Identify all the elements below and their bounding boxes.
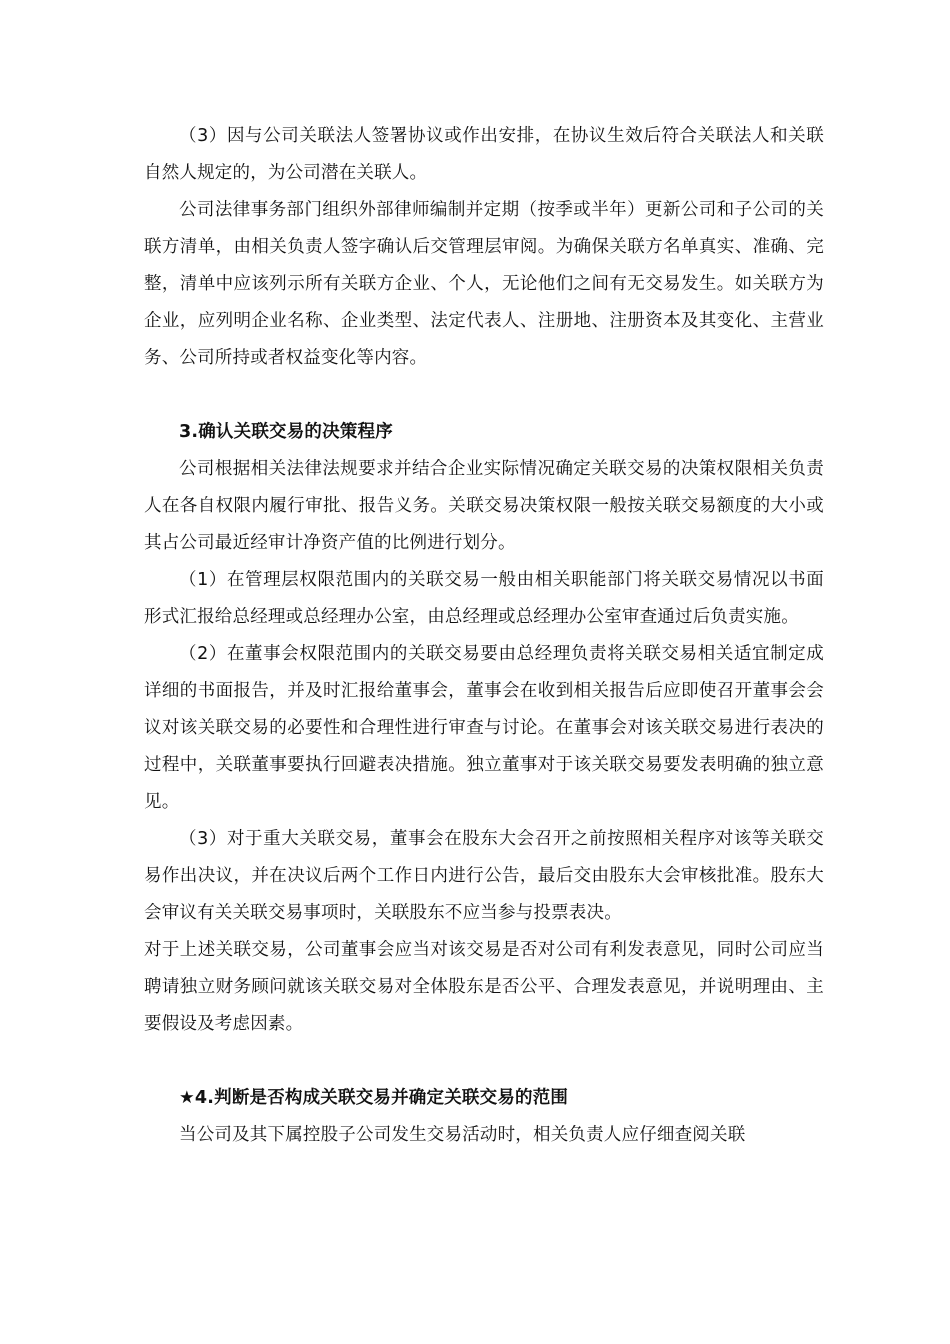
section-4-intro: 当公司及其下属控股子公司发生交易活动时，相关负责人应仔细查阅关联 xyxy=(179,1125,746,1145)
section-3-item-3: （3）对于重大关联交易，董事会在股东大会召开之前按照相关程序对该等关联交易作出决议，并在决议后两个工作日内进行公告，最后交由股东大会审核批准。股东大会审议有关关联交易事项时，关联股东不应当参与投票表决。 xyxy=(144,829,824,923)
section-3-item-1: （1）在管理层权限范围内的关联交易一般由相关职能部门将关联交易情况以书面形式汇报给总经理或总经理办公室，由总经理或总经理办公室审查通过后负责实施。 xyxy=(144,570,824,627)
section-gap xyxy=(144,1043,824,1080)
section-3-item-3-continued: 对于上述关联交易，公司董事会应当对该交易是否对公司有利发表意见，同时公司应当聘请独立财务顾问就该关联交易对全体股东是否公平、合理发表意见，并说明理由、主要假设及考虑因素。 xyxy=(144,940,824,1034)
section-3-intro: 公司根据相关法律法规要求并结合企业实际情况确定关联交易的决策权限相关负责人在各自权限内履行审批、报告义务。关联交易决策权限一般按关联交易额度的大小或其占公司最近经审计净资产值的比例进行划分。 xyxy=(144,459,824,553)
section-4-heading: ★4.判断是否构成关联交易并确定关联交易的范围 xyxy=(179,1088,569,1108)
paragraph-related-party-list: 公司法律事务部门组织外部律师编制并定期（按季或半年）更新公司和子公司的关联方清单，由相关负责人签字确认后交管理层审阅。为确保关联方名单真实、准确、完整，清单中应该列示所有关联方企业、个人，无论他们之间有无交易发生。如关联方为企业，应列明企业名称、企业类型、法定代表人、注册地、注册资本及其变化、主营业务、公司所持或者权益变化等内容。 xyxy=(144,200,824,368)
paragraph-potential-related-party: （3）因与公司关联法人签署协议或作出安排，在协议生效后符合关联法人和关联自然人规定的，为公司潜在关联人。 xyxy=(144,126,824,183)
section-gap xyxy=(144,377,824,414)
section-3-item-2: （2）在董事会权限范围内的关联交易要由总经理负责将关联交易相关适宜制定成详细的书面报告，并及时汇报给董事会，董事会在收到相关报告后应即使召开董事会会议对该关联交易的必要性和合理性进行审查与讨论。在董事会对该关联交易进行表决的过程中，关联董事要执行回避表决措施。独立董事对于该关联交易要发表明确的独立意见。 xyxy=(144,644,824,812)
document-body xyxy=(144,118,824,1154)
section-3-heading: 3.确认关联交易的决策程序 xyxy=(179,422,393,442)
